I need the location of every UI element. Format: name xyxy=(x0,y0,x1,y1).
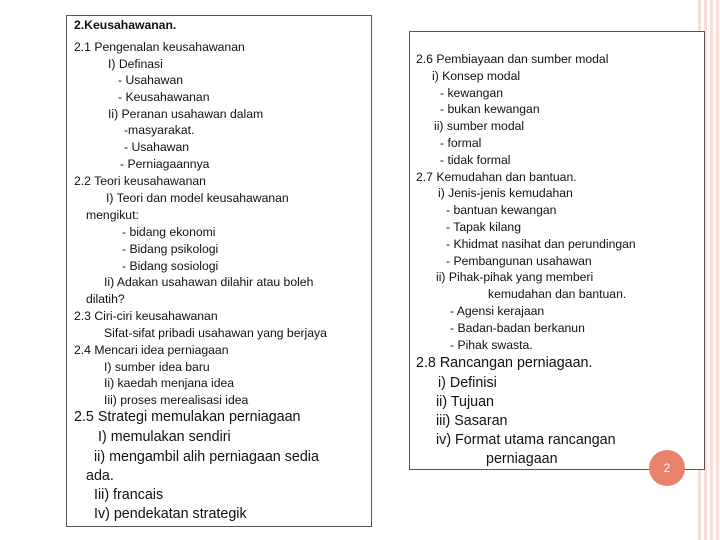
outline-line: kemudahan dan bantuan. xyxy=(488,287,627,301)
outline-line: - bukan kewangan xyxy=(440,102,540,116)
outline-line: Iii) francais xyxy=(94,487,164,503)
outline-line: Iv) pendekatan strategik xyxy=(94,506,247,522)
outline-line: 2.6 Pembiayaan dan sumber modal xyxy=(416,52,609,66)
outline-line: Ii) kaedah menjana idea xyxy=(104,376,235,390)
outline-line: ii) Pihak-pihak yang memberi xyxy=(436,270,594,284)
outline-line: - Badan-badan berkanun xyxy=(450,321,585,335)
section-heading: 2.Keusahawanan. xyxy=(74,18,177,32)
outline-line: i) Konsep modal xyxy=(432,69,521,83)
outline-line: - bantuan kewangan xyxy=(446,203,557,217)
outline-line: Iii) proses merealisasi idea xyxy=(104,393,249,407)
outline-line: - Keusahawanan xyxy=(118,90,210,104)
outline-line: dilatih? xyxy=(86,292,125,306)
page-number-badge xyxy=(649,450,685,486)
outline-line: 2.5 Strategi memulakan perniagaan xyxy=(74,409,301,425)
outline-line: mengikut: xyxy=(86,208,139,222)
outline-line: - bidang ekonomi xyxy=(122,225,216,239)
outline-line: perniagaan xyxy=(486,451,558,467)
outline-line: 2.2 Teori keusahawanan xyxy=(74,174,206,188)
outline-line: Ii) Adakan usahawan dilahir atau boleh xyxy=(104,275,314,289)
outline-line: i) Jenis-jenis kemudahan xyxy=(438,186,573,200)
outline-line: - Usahawan xyxy=(124,140,190,154)
outline-line: 2.1 Pengenalan keusahawanan xyxy=(74,40,245,54)
outline-line: - Tapak kilang xyxy=(446,220,521,234)
outline-line: - Bidang psikologi xyxy=(122,242,219,256)
outline-line: ada. xyxy=(86,468,114,484)
outline-line: ii) Tujuan xyxy=(436,394,495,410)
outline-line: -masyarakat. xyxy=(124,123,195,137)
outline-line: - Pihak swasta. xyxy=(450,338,533,352)
outline-line: I) sumber idea baru xyxy=(104,360,210,374)
outline-line: 2.8 Rancangan perniagaan. xyxy=(416,355,593,371)
outline-line: - Agensi kerajaan xyxy=(450,304,545,318)
outline-line: I) memulakan sendiri xyxy=(98,429,231,445)
outline-line: Ii) Peranan usahawan dalam xyxy=(108,107,264,121)
outline-line: - Pembangunan usahawan xyxy=(446,254,592,268)
page-number: 2 xyxy=(663,461,671,475)
outline-line: iii) Sasaran xyxy=(436,413,508,429)
outline-line: 2.7 Kemudahan dan bantuan. xyxy=(416,170,577,184)
outline-line: ii) sumber modal xyxy=(434,119,525,133)
outline-line: 2.4 Mencari idea perniagaan xyxy=(74,343,229,357)
outline-line: - Khidmat nasihat dan perundingan xyxy=(446,237,636,251)
outline-line: - Bidang sosiologi xyxy=(122,259,219,273)
outline-line: - Usahawan xyxy=(118,73,184,87)
outline-line: 2.3 Ciri-ciri keusahawanan xyxy=(74,309,218,323)
outline-line: iv) Format utama rancangan xyxy=(436,432,616,448)
outline-line: - tidak formal xyxy=(440,153,511,167)
outline-line: - Perniagaannya xyxy=(120,157,210,171)
outline-line: I) Teori dan model keusahawanan xyxy=(106,191,289,205)
outline-line: i) Definisi xyxy=(438,375,497,391)
outline-line: - kewangan xyxy=(440,86,504,100)
outline-line: ii) mengambil alih perniagaan sedia xyxy=(94,449,319,465)
outline-line: I) Definasi xyxy=(108,57,163,71)
outline-line: - formal xyxy=(440,136,482,150)
outline-line: Sifat-sifat pribadi usahawan yang berjaya xyxy=(104,326,327,340)
